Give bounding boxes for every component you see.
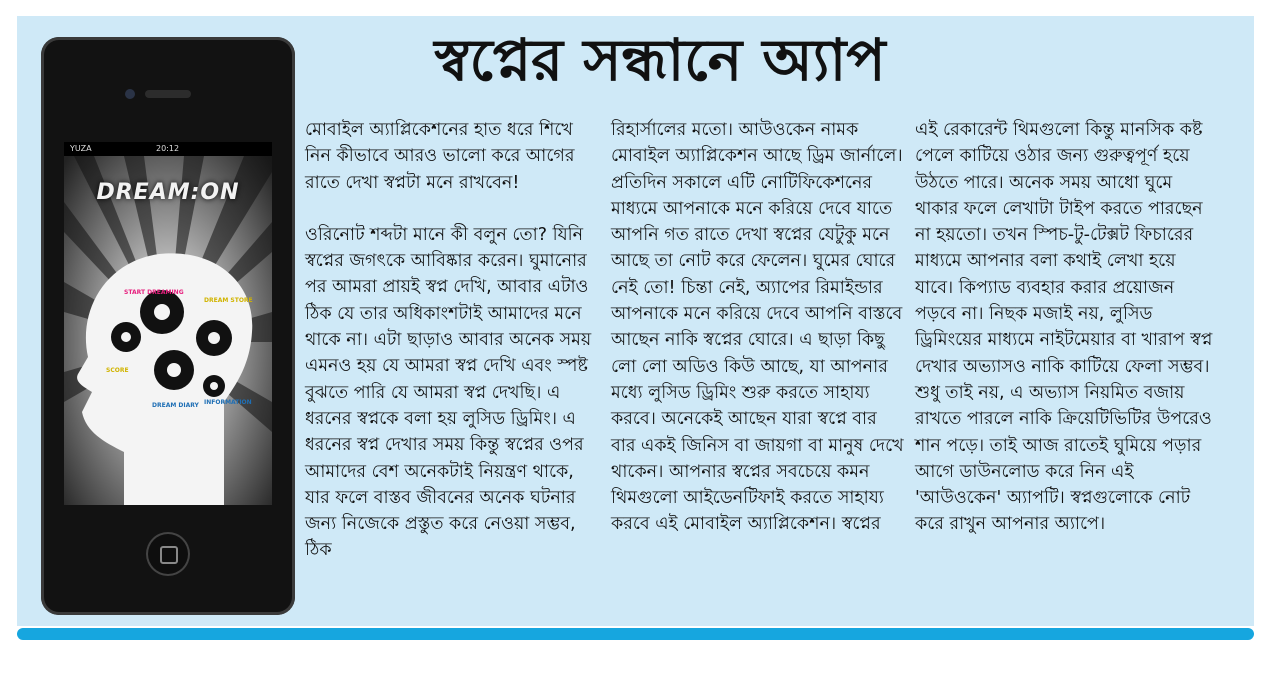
phone-screen	[64, 142, 272, 505]
head-label-score: SCORE	[106, 367, 129, 374]
text-column-1	[305, 117, 595, 607]
phone-camera	[125, 89, 135, 99]
home-button	[146, 532, 190, 576]
head-label-diary: DREAM DIARY	[152, 402, 199, 409]
headline: স্বপ্নের সন্ধানে অ্যাপ	[434, 26, 886, 94]
bottom-rule	[17, 628, 1254, 640]
clock-label: 20:12	[156, 144, 180, 153]
body-paragraph: এই রেকারেন্ট থিমগুলো কিন্তু মানসিক কষ্ট পেলে কাটিয়ে ওঠার জন্য গুরুত্বপূর্ণ হয়ে উঠতে পারে। অনেক সময় আধো ঘুমে থাকার ফলে লেখাটা টাইপ করতে পারছেন না হয়তো। তখন স্পিচ-টু-টেক্সট ফিচারের মাধ্যমে আপনার বলা কথাই লেখা হয়ে যাবে। কিপ্যাড ব্যবহার করার প্রয়োজন পড়বে না। নিছক মজাই নয়, লুসিড ড্রিমিংয়ের মাধ্যমে নাইটমেয়ার বা খারাপ স্বপ্ন দেখার অভ্যাসও নাকি কাটিয়ে ফেলা সম্ভব। শুধু তাই নয়, এ অভ্যাস নিয়মিত বজায় রাখতে পারলে নাকি ক্রিয়েটিভিটির উপরেও শান পড়ে। তাই আজ রাতেই ঘুমিয়ে পড়ার আগে ডাউনলোড করে নিন এই 'আউওকেন' অ্যাপটি। স্বপ্নগুলোকে নোট করে রাখুন আপনার অ্যাপে।	[915, 120, 1213, 535]
body-paragraph: ওরিনোট শব্দটা মানে কী বলুন তো? যিনি স্বপ্নের জগৎকে আবিষ্কার করেন। ঘুমানোর পর আমরা প্রায়ই স্বপ্ন দেখি, আবার এটাও ঠিক যে তার অধিকাংশটাই আমাদের মনে থাকে না। এটা ছাড়াও আবার অনেক সময় এমনও হয় যে আমরা স্বপ্ন দেখি এবং স্পষ্ট বুঝতে পারি যে আমরা স্বপ্ন দেখছি। এ ধরনের স্বপ্নকে বলা হয় লুসিড ড্রিমিং। এ ধরনের স্বপ্ন দেখার সময় কিন্তু স্বপ্নের ওপর আমাদের বেশ অনেকটাই নিয়ন্ত্রণ থাকে, যার ফলে বাস্তব জীবনের অনেক ঘটনার জন্য নিজেকে প্রস্তুত করে নেওয়া সম্ভব, ঠিক	[305, 224, 592, 561]
text-column-2	[611, 117, 906, 607]
body-paragraph: রিহার্সালের মতো। আউওকেন নামক মোবাইল অ্যাপ্লিকেশন আছে ড্রিম জার্নালে। প্রতিদিন সকালে এটি নোটিফিকেশনের মাধ্যমে আপনাকে মনে করিয়ে দেবে যাতে আপনি গত রাতে দেখা স্বপ্নের যেটুকু মনে আছে তা নোট করে ফেলেন। ঘুমের ঘোরে নেই তো! চিন্তা নেই, অ্যাপের রিমাইন্ডার আপনাকে মনে করিয়ে দেবে আপনি বাস্তবে আছেন নাকি স্বপ্নের ঘোরে। এ ছাড়া কিছু লো লো অডিও কিউ আছে, যা আপনার মধ্যে লুসিড ড্রিমিং শুরু করতে সাহায্য করবে। অনেকেই আছেন যারা স্বপ্নে বার বার একই জিনিস বা জায়গা বা মানুষ দেখে থাকেন। আপনার স্বপ্নের সবচেয়ে কমন থিমগুলো আইডেনটিফাই করতে সাহায্য করবে এই মোবাইল অ্যাপ্লিকেশন। স্বপ্নের	[611, 120, 904, 535]
head-label-info: INFORMATION	[204, 399, 252, 406]
status-bar	[64, 142, 272, 156]
phone-speaker	[145, 90, 191, 98]
carrier-label: YUZA	[70, 144, 92, 153]
home-square-icon	[160, 546, 178, 564]
phone-illustration	[41, 37, 295, 615]
head-label-store: DREAM STORE	[204, 297, 253, 304]
text-column-3	[915, 117, 1215, 607]
head-label-start: START DREAMING	[124, 289, 184, 296]
intro-paragraph: মোবাইল অ্যাপ্লিকেশনের হাত ধরে শিখে নিন কীভাবে আরও ভালো করে আগের রাতে দেখা স্বপ্নটা মনে রাখবেন!	[305, 120, 575, 193]
app-title: DREAM:ON	[96, 180, 240, 205]
